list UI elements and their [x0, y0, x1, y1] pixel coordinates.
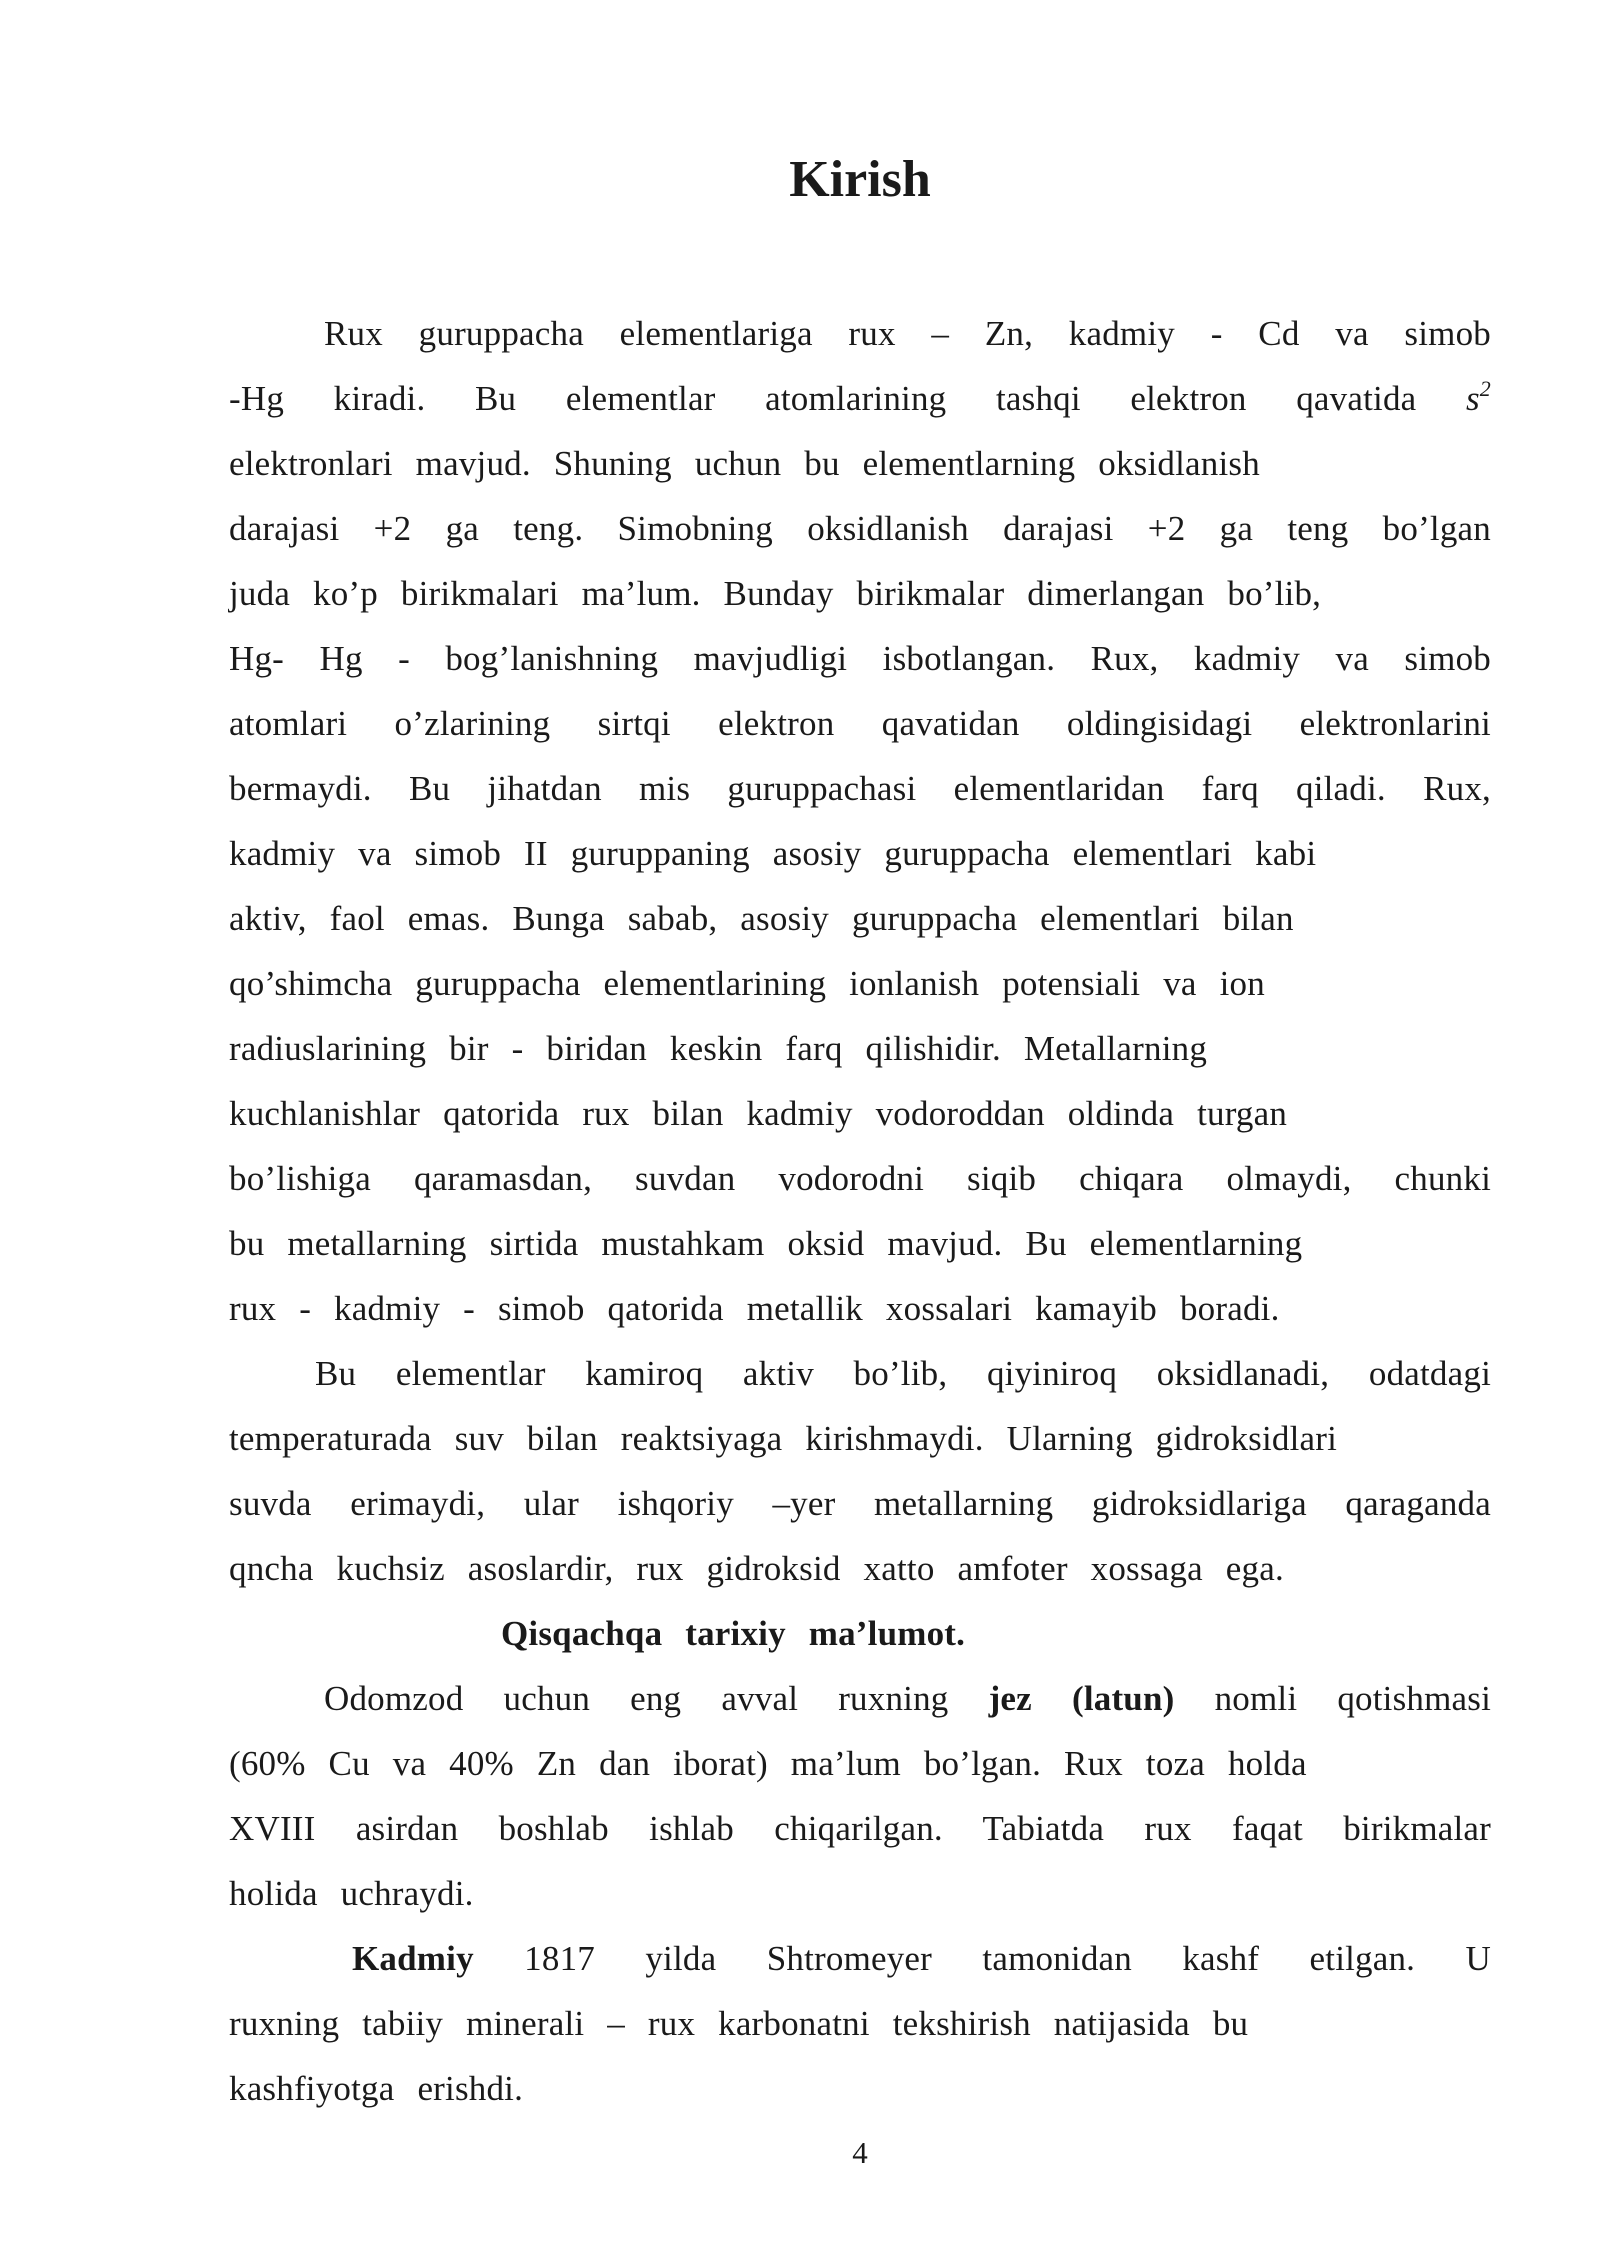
paragraph-line: XVIII asirdan boshlab ishlab chiqarilgan. Tabiatda rux faqat birikmalar — [229, 1809, 1491, 1848]
paragraph-line — [229, 1674, 1491, 1739]
paragraph-line: rux - kadmiy - simob qatorida metallik xossalari kamayib boradi. — [229, 1289, 1280, 1328]
paragraph-line: bu metallarning sirtida mustahkam oksid mavjud. Bu elementlarning — [229, 1224, 1303, 1263]
bold-term-jez: jez (latun) — [988, 1679, 1175, 1718]
paragraph-line: ruxning tabiiy minerali – rux karbonatni tekshirish natijasida bu — [229, 2004, 1249, 2043]
paragraph-line: qo’shimcha guruppacha elementlarining ionlanish potensiali va ion — [229, 964, 1265, 1003]
paragraph-line: bo’lishiga qaramasdan, suvdan vodorodni siqib chiqara olmaydi, chunki — [229, 1159, 1491, 1198]
paragraph-line: elektronlari mavjud. Shuning uchun bu elementlarning oksidlanish — [229, 444, 1260, 483]
paragraph-line — [229, 1934, 1491, 1999]
paragraph-line: atomlari o’zlarining sirtqi elektron qavatidan oldingisidagi elektronlarini — [229, 704, 1491, 743]
page-number: 4 — [852, 2135, 868, 2170]
paragraph-line: darajasi +2 ga teng. Simobning oksidlanish darajasi +2 ga teng bo’lgan — [229, 509, 1491, 548]
line-text: Odomzod uchun eng avval ruxning — [324, 1679, 989, 1718]
section-heading: Qisqachqa tarixiy ma’lumot. — [501, 1614, 966, 1653]
orbital-symbol: $s^2$ — [1465, 376, 1491, 418]
body-text — [229, 309, 1491, 2129]
bold-term-kadmiy: Kadmiy — [352, 1939, 474, 1978]
paragraph-line: bermaydi. Bu jihatdan mis guruppachasi elementlaridan farq qiladi. Rux, — [229, 769, 1491, 808]
paragraph-line: Bu elementlar kamiroq aktiv bo’lib, qiyiniroq oksidlanadi, odatdagi — [315, 1354, 1491, 1393]
paragraph-line: juda ko’p birikmalari ma’lum. Bunday birikmalar dimerlangan bo’lib, — [229, 574, 1322, 613]
paragraph-line: qncha kuchsiz asoslardir, rux gidroksid xatto amfoter xossaga ega. — [229, 1549, 1284, 1588]
paragraph-line: radiuslarining bir - biridan keskin farq qilishidir. Metallarning — [229, 1029, 1208, 1068]
paragraph-line: kadmiy va simob II guruppaning asosiy guruppacha elementlari kabi — [229, 834, 1317, 873]
paragraph-line: Hg- Hg - bog’lanishning mavjudligi isbotlangan. Rux, kadmiy va simob — [229, 639, 1491, 678]
paragraph-line: kashfiyotga erishdi. — [229, 2069, 524, 2108]
line-text: 1817 yilda Shtromeyer tamonidan kashf etilgan. U — [473, 1939, 1491, 1978]
line-text: nomli qotishmasi — [1174, 1679, 1491, 1718]
paragraph-line: Rux guruppacha elementlariga rux – Zn, kadmiy - Cd va simob — [324, 314, 1491, 353]
page-title: Kirish — [789, 151, 931, 208]
paragraph-line: holida uchraydi. — [229, 1874, 474, 1913]
paragraph-line — [229, 374, 1491, 439]
paragraph-line: (60% Cu va 40% Zn dan iborat) ma’lum bo’lgan. Rux toza holda — [229, 1744, 1307, 1783]
paragraph-line: kuchlanishlar qatorida rux bilan kadmiy vodoroddan oldinda turgan — [229, 1094, 1288, 1133]
paragraph-line: aktiv, faol emas. Bunga sabab, asosiy guruppacha elementlari bilan — [229, 899, 1294, 938]
paragraph-line: temperaturada suv bilan reaktsiyaga kirishmaydi. Ularning gidroksidlari — [229, 1419, 1338, 1458]
line-text: -Hg kiradi. Bu elementlar atomlarining tashqi elektron qavatida — [229, 379, 1466, 418]
paragraph-line: suvda erimaydi, ular ishqoriy –yer metallarning gidroksidlariga qaraganda — [229, 1484, 1491, 1523]
